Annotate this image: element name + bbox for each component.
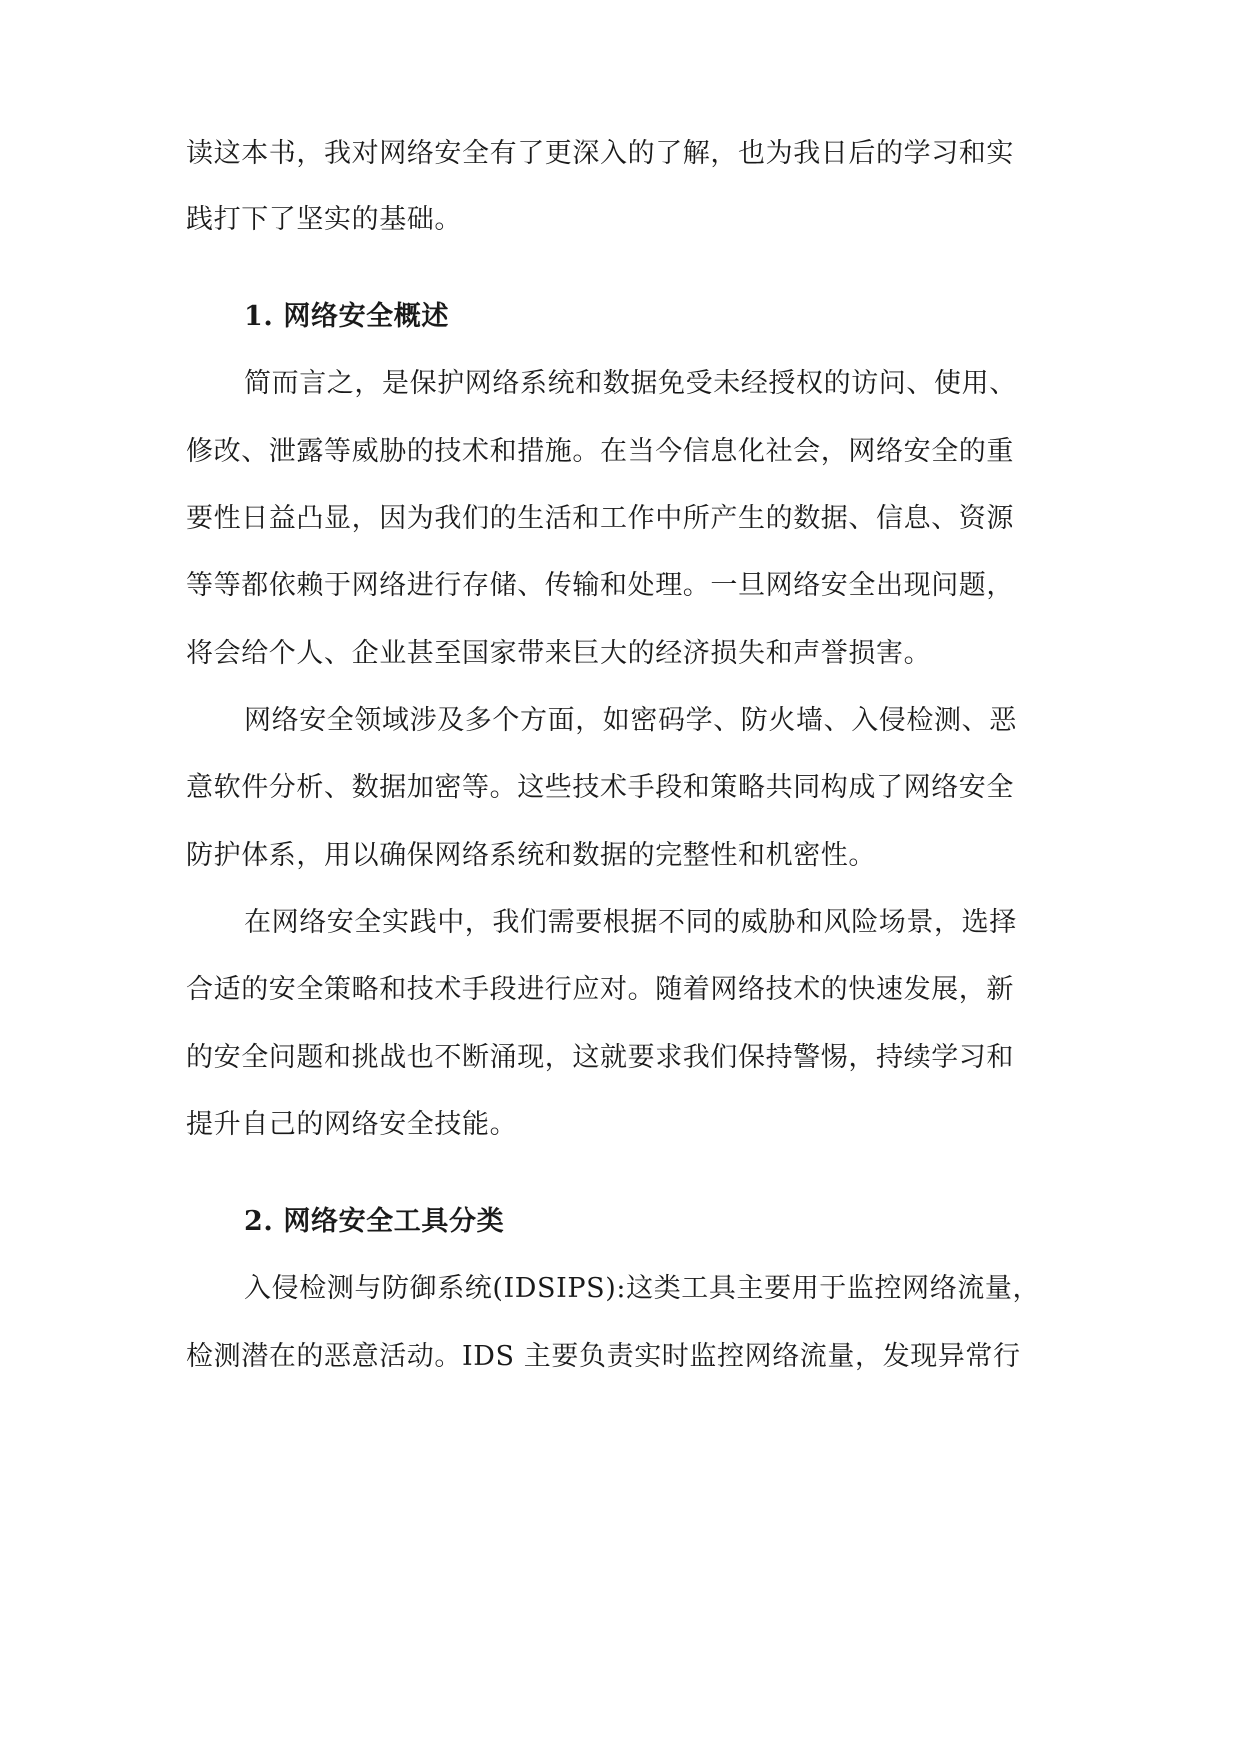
- s1-p3-line-2: 合适的安全策略和技术手段进行应对。随着网络技术的快速发展，新: [186, 974, 1014, 1005]
- s2-p1-line-1: 入侵检测与防御系统(IDSIPS):这类工具主要用于监控网络流量，: [244, 1273, 1041, 1304]
- intro-line-2: 践打下了坚实的基础。: [186, 204, 462, 235]
- s1-p1-line-2: 修改、泄露等威胁的技术和措施。在当今信息化社会，网络安全的重: [186, 436, 1014, 467]
- s1-p2-line-1: 网络安全领域涉及多个方面，如密码学、防火墙、入侵检测、恶: [244, 705, 1017, 736]
- s1-p1-line-4: 等等都依赖于网络进行存储、传输和处理。一旦网络安全出现问题，: [186, 570, 1014, 601]
- s1-p3-line-1: 在网络安全实践中，我们需要根据不同的威胁和风险场景，选择: [244, 907, 1017, 938]
- s1-p2-line-2: 意软件分析、数据加密等。这些技术手段和策略共同构成了网络安全: [186, 772, 1014, 803]
- s1-p3-line-4: 提升自己的网络安全技能。: [186, 1109, 518, 1140]
- s1-p1-line-3: 要性日益凸显，因为我们的生活和工作中所产生的数据、信息、资源: [186, 503, 1014, 534]
- intro-line-1: 读这本书，我对网络安全有了更深入的了解，也为我日后的学习和实: [186, 138, 1014, 169]
- section-1-heading: 1. 网络安全概述: [244, 301, 449, 332]
- s1-p1-line-5: 将会给个人、企业甚至国家带来巨大的经济损失和声誉损害。: [186, 638, 932, 669]
- s1-p2-line-3: 防护体系，用以确保网络系统和数据的完整性和机密性。: [186, 840, 876, 871]
- s2-p1-line-2: 检测潜在的恶意活动。IDS 主要负责实时监控网络流量，发现异常行: [186, 1341, 1021, 1372]
- section-2-heading: 2. 网络安全工具分类: [244, 1206, 505, 1237]
- s1-p1-line-1: 简而言之，是保护网络系统和数据免受未经授权的访问、使用、: [244, 368, 1017, 399]
- s1-p3-line-3: 的安全问题和挑战也不断涌现，这就要求我们保持警惕，持续学习和: [186, 1042, 1014, 1073]
